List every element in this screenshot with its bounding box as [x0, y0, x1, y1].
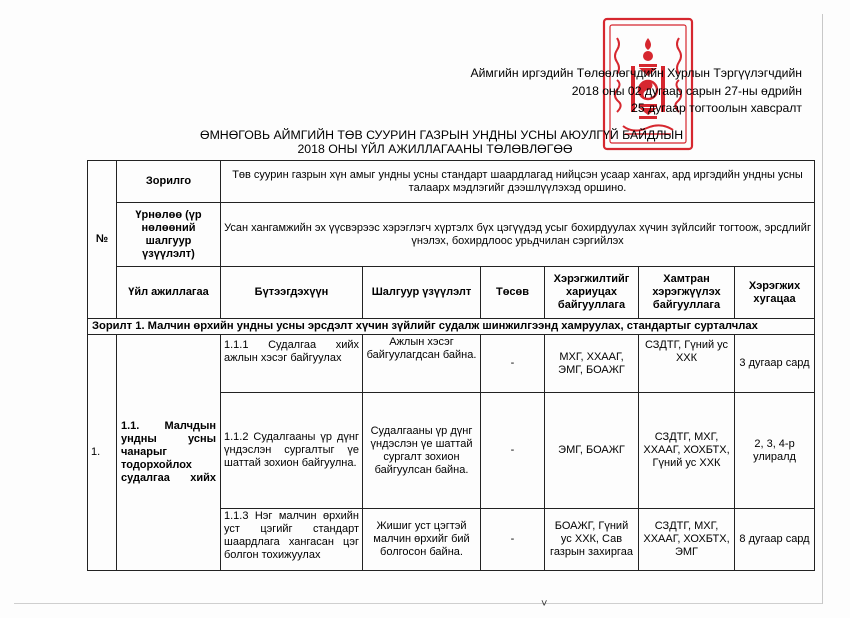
- budget-cell: -: [481, 393, 545, 509]
- responsible-cell: МХГ, ХХААГ, ЭМГ, БОАЖГ: [545, 335, 639, 393]
- deadline-cell: 2, 3, 4-р улиралд: [735, 393, 815, 509]
- product-cell: 1.1.1 Судалгаа хийх ажлын хэсэг байгуулах: [221, 335, 363, 393]
- objective-1: Зорилт 1. Малчин өрхийн ундны усны эрсдэлт хүчин зүйлийг судалж шинжилгээнд хамруулах, стандартыг сурталчлах: [88, 319, 815, 335]
- deadline-cell: 3 дугаар сард: [735, 335, 815, 393]
- responsible-cell: БОАЖГ, Гүний ус ХХК, Сав газрын захиргаа: [545, 509, 639, 571]
- header-line-2: 2018 оны 02 дугаар сарын 27-ны өдрийн: [571, 84, 802, 98]
- indicator-text: Усан хангамжийн эх үүсвэрээс хэрэглэгч хүртэлх бүх цэгүүдэд усыг бохирдуулах хүчин зүйлсийг тогтоож, эрсдлийг үнэлэх, бохирдлоос урьдчилан сэргийлэх: [221, 203, 815, 267]
- column-header-indicator: Шалгуур үзүүлэлт: [363, 267, 481, 319]
- indicator-cell: Судалгааны үр дүнг үндэслэн үе шаттай сургалт зохион байгуулсан байна.: [363, 393, 481, 509]
- header-line-1: Аймгийн иргэдийн Төлөөлөгчдийн Хурлын Тэргүүлэгчдийн: [470, 66, 802, 80]
- table-row: [88, 335, 815, 393]
- plan-table: [87, 160, 815, 571]
- page-edge-right: [822, 14, 823, 604]
- column-header-deadline: Хэрэгжих хугацаа: [735, 267, 815, 319]
- column-header-partner: Хамтран хэрэгжүүлэх байгууллага: [639, 267, 735, 319]
- row-number: 1.: [88, 335, 117, 571]
- partner-cell: СЗДТГ, МХГ, ХХААГ, ХОХБТХ, ЭМГ: [639, 509, 735, 571]
- page-edge-bottom: [14, 603, 822, 604]
- number-header-cell: [88, 161, 117, 319]
- column-header-budget: Төсөв: [481, 267, 545, 319]
- partner-cell: СЗДТГ, Гүний ус ХХК: [639, 335, 735, 393]
- partner-cell: СЗДТГ, МХГ, ХХААГ, ХОХБТХ, Гүний ус ХХК: [639, 393, 735, 509]
- deadline-cell: 8 дугаар сард: [735, 509, 815, 571]
- scan-mark: ˅: [541, 598, 548, 610]
- header-line-3: 25 дугаар тогтоолын хавсралт: [631, 101, 802, 115]
- product-cell: 1.1.2 Судалгааны үр дүнг үндэслэн сургалтыг үе шаттай зохион байгуулна.: [221, 393, 363, 509]
- column-header-product: Бүтээгдэхүүн: [221, 267, 363, 319]
- budget-cell: -: [481, 509, 545, 571]
- goal-label: Зорилго: [117, 161, 221, 203]
- column-header-responsible: Хэрэгжилтийг хариуцах байгууллага: [545, 267, 639, 319]
- indicator-cell: Ажлын хэсэг байгуулагдсан байна.: [363, 335, 481, 393]
- indicator-label: Үрнөлөө (үр нөлөөний шалгуур үзүүлэлт): [117, 203, 221, 267]
- indicator-cell: Жишиг уст цэгтэй малчин өрхийг бий болгосон байна.: [363, 509, 481, 571]
- responsible-cell: ЭМГ, БОАЖГ: [545, 393, 639, 509]
- number-header: №: [95, 233, 109, 245]
- goal-text: Төв суурин газрын хүн амыг ундны усны стандарт шаардлагад нийцсэн усаар хангах, ард иргэдийн ундны усны талаарх мэдлэгийг дээшлүүлэхэд оршино.: [221, 161, 815, 203]
- budget-cell: -: [481, 335, 545, 393]
- activity-cell: 1.1. Малчдын ундны усны чанарыг тодорхойлох судалгаа хийх: [117, 335, 221, 571]
- column-header-activity: Үйл ажиллагаа: [117, 267, 221, 319]
- document-subtitle: 2018 ОНЫ ҮЙЛ АЖИЛЛАГААНЫ ТӨЛӨВЛӨГӨӨ: [297, 142, 573, 156]
- document-title: ӨМНӨГОВЬ АЙМГИЙН ТӨВ СУУРИН ГАЗРЫН УНДНЫ УСНЫ АЮУЛГҮЙ БАЙДЛЫН: [200, 128, 684, 142]
- product-cell: 1.1.3 Нэг малчин өрхийн уст цэгийг стандарт шаардлага хангасан цэг болгон тохижуулах: [221, 509, 363, 571]
